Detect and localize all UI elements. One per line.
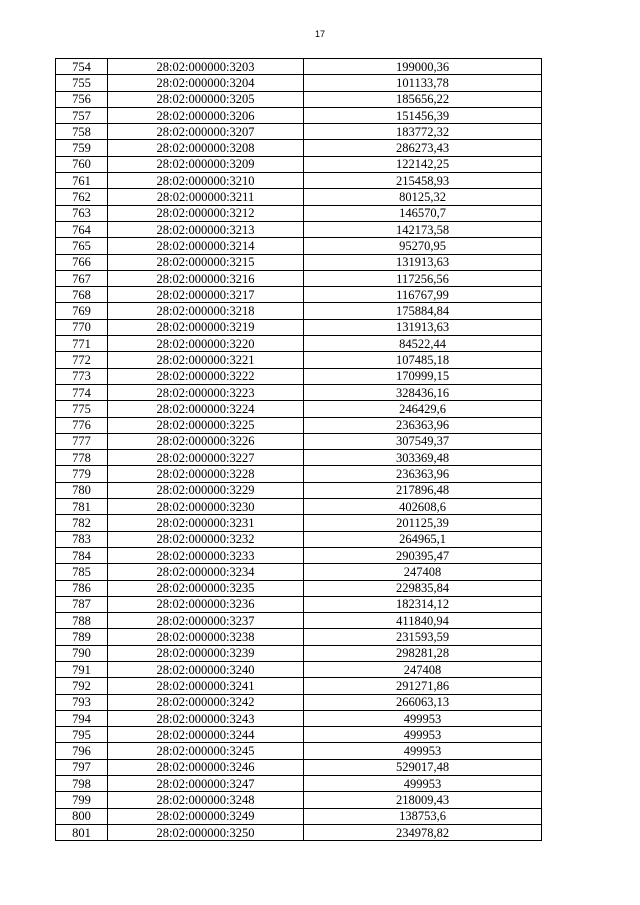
value-cell: 182314,12: [304, 596, 542, 612]
row-number-cell: 765: [56, 238, 108, 254]
table-row: [56, 792, 542, 808]
table-row: [56, 140, 542, 156]
row-number-cell: 791: [56, 661, 108, 677]
row-number-cell: 796: [56, 743, 108, 759]
row-number-cell: 762: [56, 189, 108, 205]
value-cell: 215458,93: [304, 173, 542, 189]
table-row: [56, 629, 542, 645]
cadastral-number-cell: 28:02:000000:3215: [108, 254, 304, 270]
table-row: [56, 694, 542, 710]
row-number-cell: 758: [56, 124, 108, 140]
value-cell: 175884,84: [304, 303, 542, 319]
cadastral-number-cell: 28:02:000000:3240: [108, 661, 304, 677]
cadastral-number-cell: 28:02:000000:3224: [108, 401, 304, 417]
table-row: [56, 384, 542, 400]
row-number-cell: 760: [56, 156, 108, 172]
row-number-cell: 795: [56, 727, 108, 743]
row-number-cell: 776: [56, 417, 108, 433]
cadastral-number-cell: 28:02:000000:3203: [108, 59, 304, 75]
value-cell: 122142,25: [304, 156, 542, 172]
table-row: [56, 107, 542, 123]
value-cell: 131913,63: [304, 254, 542, 270]
row-number-cell: 771: [56, 336, 108, 352]
table-row: [56, 759, 542, 775]
table-row: [56, 173, 542, 189]
table-row: [56, 515, 542, 531]
row-number-cell: 798: [56, 776, 108, 792]
value-cell: 291271,86: [304, 678, 542, 694]
value-cell: 529017,48: [304, 759, 542, 775]
cadastral-number-cell: 28:02:000000:3220: [108, 336, 304, 352]
row-number-cell: 757: [56, 107, 108, 123]
value-cell: 298281,28: [304, 645, 542, 661]
table-row: [56, 238, 542, 254]
row-number-cell: 766: [56, 254, 108, 270]
value-cell: 266063,13: [304, 694, 542, 710]
cadastral-number-cell: 28:02:000000:3237: [108, 613, 304, 629]
cadastral-number-cell: 28:02:000000:3212: [108, 205, 304, 221]
table-row: [56, 678, 542, 694]
row-number-cell: 783: [56, 531, 108, 547]
table-row: [56, 547, 542, 563]
table-row: [56, 824, 542, 840]
cadastral-number-cell: 28:02:000000:3241: [108, 678, 304, 694]
value-cell: 286273,43: [304, 140, 542, 156]
value-cell: 499953: [304, 776, 542, 792]
cadastral-number-cell: 28:02:000000:3213: [108, 221, 304, 237]
row-number-cell: 774: [56, 384, 108, 400]
table-row: [56, 417, 542, 433]
table-row: [56, 124, 542, 140]
row-number-cell: 782: [56, 515, 108, 531]
row-number-cell: 781: [56, 499, 108, 515]
value-cell: 290395,47: [304, 547, 542, 563]
cadastral-number-cell: 28:02:000000:3218: [108, 303, 304, 319]
table-row: [56, 254, 542, 270]
value-cell: 138753,6: [304, 808, 542, 824]
table-row: [56, 450, 542, 466]
row-number-cell: 755: [56, 75, 108, 91]
row-number-cell: 778: [56, 450, 108, 466]
row-number-cell: 799: [56, 792, 108, 808]
table-row: [56, 580, 542, 596]
table-row: [56, 319, 542, 335]
table-row: [56, 336, 542, 352]
value-cell: 117256,56: [304, 270, 542, 286]
value-cell: 499953: [304, 727, 542, 743]
table-row: [56, 59, 542, 75]
value-cell: 303369,48: [304, 450, 542, 466]
row-number-cell: 800: [56, 808, 108, 824]
cadastral-number-cell: 28:02:000000:3232: [108, 531, 304, 547]
cadastral-number-cell: 28:02:000000:3247: [108, 776, 304, 792]
row-number-cell: 759: [56, 140, 108, 156]
page-number: 17: [314, 29, 325, 39]
value-cell: 183772,32: [304, 124, 542, 140]
table-row: [56, 189, 542, 205]
cadastral-number-cell: 28:02:000000:3217: [108, 287, 304, 303]
cadastral-number-cell: 28:02:000000:3223: [108, 384, 304, 400]
row-number-cell: 788: [56, 613, 108, 629]
value-cell: 199000,36: [304, 59, 542, 75]
value-cell: 246429,6: [304, 401, 542, 417]
value-cell: 201125,39: [304, 515, 542, 531]
table-row: [56, 808, 542, 824]
table-row: [56, 303, 542, 319]
cadastral-number-cell: 28:02:000000:3221: [108, 352, 304, 368]
table-row: [56, 596, 542, 612]
value-cell: 80125,32: [304, 189, 542, 205]
value-cell: 307549,37: [304, 433, 542, 449]
table-row: [56, 352, 542, 368]
value-cell: 131913,63: [304, 319, 542, 335]
table-row: [56, 645, 542, 661]
value-cell: 217896,48: [304, 482, 542, 498]
cadastral-number-cell: 28:02:000000:3222: [108, 368, 304, 384]
row-number-cell: 754: [56, 59, 108, 75]
cadastral-number-cell: 28:02:000000:3211: [108, 189, 304, 205]
row-number-cell: 794: [56, 710, 108, 726]
table-row: [56, 613, 542, 629]
cadastral-number-cell: 28:02:000000:3225: [108, 417, 304, 433]
row-number-cell: 772: [56, 352, 108, 368]
value-cell: 185656,22: [304, 91, 542, 107]
value-cell: 499953: [304, 743, 542, 759]
table-row: [56, 710, 542, 726]
table-row: [56, 156, 542, 172]
table-row: [56, 221, 542, 237]
value-cell: 218009,43: [304, 792, 542, 808]
cadastral-number-cell: 28:02:000000:3208: [108, 140, 304, 156]
value-cell: 101133,78: [304, 75, 542, 91]
table-row: [56, 499, 542, 515]
cadastral-number-cell: 28:02:000000:3226: [108, 433, 304, 449]
value-cell: 328436,16: [304, 384, 542, 400]
cadastral-number-cell: 28:02:000000:3238: [108, 629, 304, 645]
cadastral-number-cell: 28:02:000000:3244: [108, 727, 304, 743]
value-cell: 116767,99: [304, 287, 542, 303]
row-number-cell: 780: [56, 482, 108, 498]
cadastral-number-cell: 28:02:000000:3243: [108, 710, 304, 726]
value-cell: 151456,39: [304, 107, 542, 123]
table-row: [56, 466, 542, 482]
value-cell: 229835,84: [304, 580, 542, 596]
table-row: [56, 531, 542, 547]
cadastral-number-cell: 28:02:000000:3229: [108, 482, 304, 498]
cadastral-number-cell: 28:02:000000:3230: [108, 499, 304, 515]
row-number-cell: 786: [56, 580, 108, 596]
table-row: [56, 743, 542, 759]
cadastral-number-cell: 28:02:000000:3236: [108, 596, 304, 612]
cadastral-number-cell: 28:02:000000:3245: [108, 743, 304, 759]
table-row: [56, 727, 542, 743]
table-body: [56, 59, 542, 841]
row-number-cell: 779: [56, 466, 108, 482]
cadastral-number-cell: 28:02:000000:3205: [108, 91, 304, 107]
cadastral-number-cell: 28:02:000000:3216: [108, 270, 304, 286]
value-cell: 234978,82: [304, 824, 542, 840]
row-number-cell: 801: [56, 824, 108, 840]
table-row: [56, 368, 542, 384]
value-cell: 142173,58: [304, 221, 542, 237]
cadastral-number-cell: 28:02:000000:3228: [108, 466, 304, 482]
table-row: [56, 433, 542, 449]
cadastral-number-cell: 28:02:000000:3209: [108, 156, 304, 172]
value-cell: 84522,44: [304, 336, 542, 352]
row-number-cell: 763: [56, 205, 108, 221]
cadastral-number-cell: 28:02:000000:3234: [108, 564, 304, 580]
cadastral-number-cell: 28:02:000000:3231: [108, 515, 304, 531]
cadastral-number-cell: 28:02:000000:3214: [108, 238, 304, 254]
row-number-cell: 756: [56, 91, 108, 107]
value-cell: 236363,96: [304, 417, 542, 433]
row-number-cell: 775: [56, 401, 108, 417]
value-cell: 170999,15: [304, 368, 542, 384]
value-cell: 247408: [304, 661, 542, 677]
cadastral-number-cell: 28:02:000000:3233: [108, 547, 304, 563]
table-row: [56, 270, 542, 286]
cadastral-number-cell: 28:02:000000:3242: [108, 694, 304, 710]
value-cell: 411840,94: [304, 613, 542, 629]
table-row: [56, 75, 542, 91]
cadastral-number-cell: 28:02:000000:3227: [108, 450, 304, 466]
row-number-cell: 777: [56, 433, 108, 449]
table-row: [56, 287, 542, 303]
cadastral-number-cell: 28:02:000000:3210: [108, 173, 304, 189]
table-row: [56, 205, 542, 221]
table-row: [56, 401, 542, 417]
value-cell: 146570,7: [304, 205, 542, 221]
value-cell: 499953: [304, 710, 542, 726]
row-number-cell: 769: [56, 303, 108, 319]
row-number-cell: 787: [56, 596, 108, 612]
table-row: [56, 776, 542, 792]
row-number-cell: 797: [56, 759, 108, 775]
table-row: [56, 564, 542, 580]
cadastral-number-cell: 28:02:000000:3206: [108, 107, 304, 123]
row-number-cell: 793: [56, 694, 108, 710]
value-cell: 264965,1: [304, 531, 542, 547]
row-number-cell: 785: [56, 564, 108, 580]
cadastral-number-cell: 28:02:000000:3246: [108, 759, 304, 775]
cadastral-number-cell: 28:02:000000:3235: [108, 580, 304, 596]
table-row: [56, 482, 542, 498]
cadastral-number-cell: 28:02:000000:3239: [108, 645, 304, 661]
cadastral-number-cell: 28:02:000000:3204: [108, 75, 304, 91]
value-cell: 231593,59: [304, 629, 542, 645]
cadastral-number-cell: 28:02:000000:3250: [108, 824, 304, 840]
row-number-cell: 789: [56, 629, 108, 645]
cadastral-number-cell: 28:02:000000:3249: [108, 808, 304, 824]
row-number-cell: 790: [56, 645, 108, 661]
row-number-cell: 784: [56, 547, 108, 563]
row-number-cell: 792: [56, 678, 108, 694]
row-number-cell: 773: [56, 368, 108, 384]
row-number-cell: 764: [56, 221, 108, 237]
cadastral-number-cell: 28:02:000000:3207: [108, 124, 304, 140]
value-cell: 402608,6: [304, 499, 542, 515]
cadastral-number-cell: 28:02:000000:3248: [108, 792, 304, 808]
value-cell: 236363,96: [304, 466, 542, 482]
row-number-cell: 768: [56, 287, 108, 303]
table-row: [56, 91, 542, 107]
cadastral-value-table: [55, 58, 542, 841]
row-number-cell: 767: [56, 270, 108, 286]
value-cell: 247408: [304, 564, 542, 580]
value-cell: 95270,95: [304, 238, 542, 254]
row-number-cell: 770: [56, 319, 108, 335]
table-row: [56, 661, 542, 677]
value-cell: 107485,18: [304, 352, 542, 368]
row-number-cell: 761: [56, 173, 108, 189]
cadastral-number-cell: 28:02:000000:3219: [108, 319, 304, 335]
